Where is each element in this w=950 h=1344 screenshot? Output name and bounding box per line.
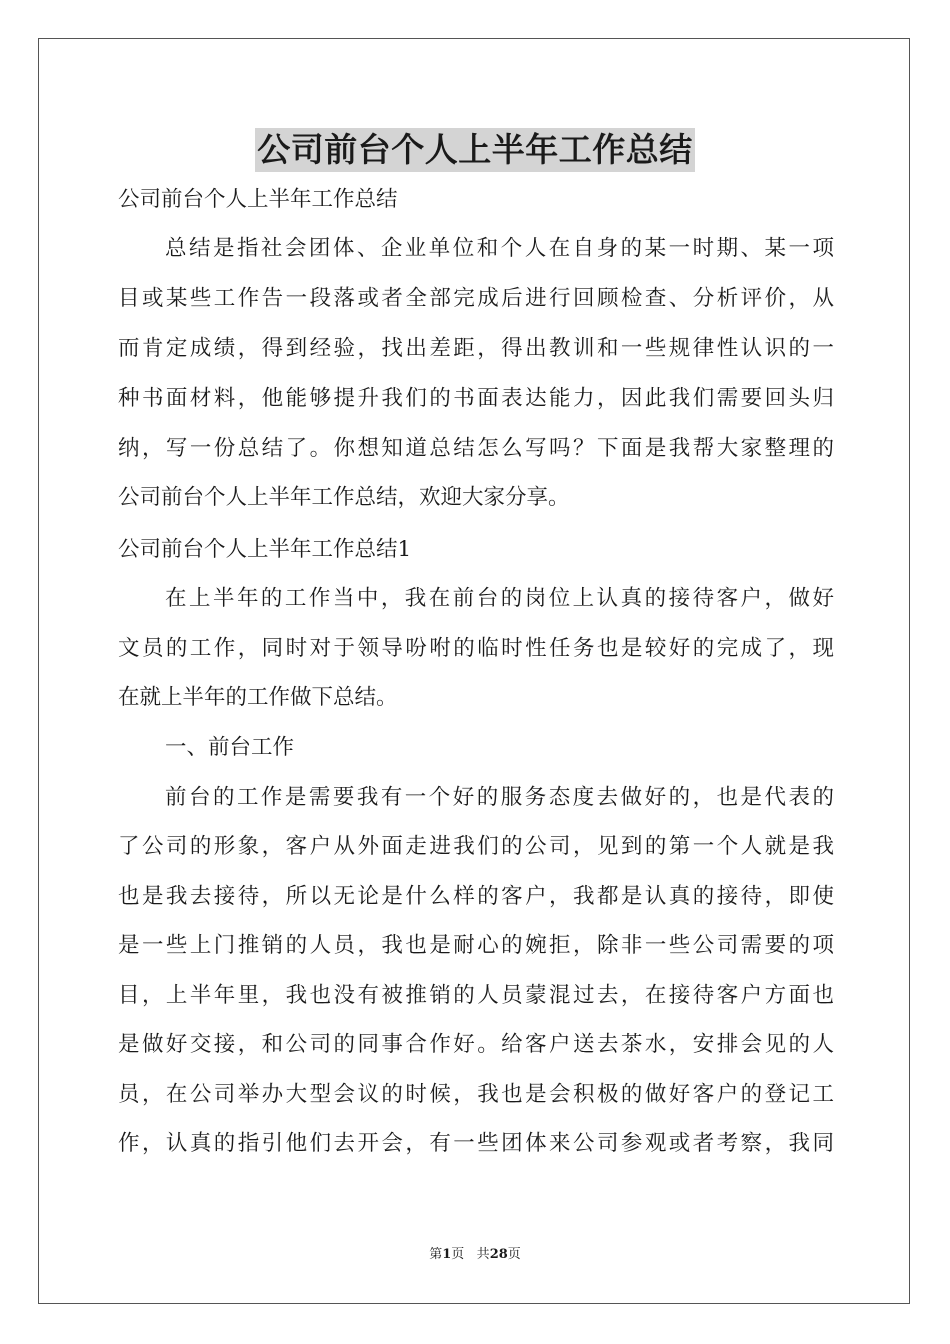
footer-page-suffix: 页 <box>451 1247 465 1262</box>
paragraph-line: 作，认真的指引他们去开会，有一些团体来公司参观或者考察，我同 <box>118 1131 834 1156</box>
paragraph-line: 在上半年的工作当中，我在前台的岗位上认真的接待客户，做好 <box>165 586 834 611</box>
paragraph-line: 纳，写一份总结了。你想知道总结怎么写吗？下面是我帮大家整理的 <box>118 436 834 461</box>
footer-page-prefix: 第 <box>429 1247 443 1262</box>
page-footer <box>0 1246 950 1264</box>
paragraph-line: 员，在公司举办大型会议的时候，我也是会积极的做好客户的登记工 <box>118 1082 834 1107</box>
paragraph-line: 目或某些工作告一段落或者全部完成后进行回顾检查、分析评价，从 <box>118 286 834 311</box>
subsection-heading: 一、前台工作 <box>165 735 295 760</box>
title-container <box>0 128 950 172</box>
paragraph-line: 而肯定成绩，得到经验，找出差距，得出教训和一些规律性认识的一 <box>118 336 834 361</box>
paragraph-line: 总结是指社会团体、企业单位和个人在自身的某一时期、某一项 <box>165 236 834 261</box>
paragraph-line: 了公司的形象，客户从外面走进我们的公司，见到的第一个人就是我 <box>118 834 834 859</box>
footer-total-prefix: 共 <box>476 1247 490 1262</box>
section-heading: 公司前台个人上半年工作总结1 <box>118 537 412 562</box>
paragraph-line: 目，上半年里，我也没有被推销的人员蒙混过去，在接待客户方面也 <box>118 983 834 1008</box>
footer-total-number: 28 <box>489 1247 508 1262</box>
paragraph-line: 种书面材料，他能够提升我们的书面表达能力，因此我们需要回头归 <box>118 386 834 411</box>
paragraph-line: 也是我去接待，所以无论是什么样的客户，我都是认真的接待，即使 <box>118 884 834 909</box>
paragraph-line: 在就上半年的工作做下总结。 <box>118 685 398 710</box>
subtitle-line: 公司前台个人上半年工作总结 <box>118 187 398 212</box>
paragraph-line: 文员的工作，同时对于领导吩咐的临时性任务也是较好的完成了，现 <box>118 636 834 661</box>
paragraph-line: 是一些上门推销的人员，我也是耐心的婉拒，除非一些公司需要的项 <box>118 933 834 958</box>
footer-total-suffix: 页 <box>507 1247 521 1262</box>
paragraph-line: 公司前台个人上半年工作总结，欢迎大家分享。 <box>118 485 570 510</box>
page-border <box>38 38 910 1304</box>
footer-page-number: 1 <box>442 1247 452 1262</box>
document-title: 公司前台个人上半年工作总结 <box>255 128 695 172</box>
paragraph-line: 前台的工作是需要我有一个好的服务态度去做好的，也是代表的 <box>165 785 834 810</box>
paragraph-line: 是做好交接，和公司的同事合作好。给客户送去茶水，安排会见的人 <box>118 1032 834 1057</box>
